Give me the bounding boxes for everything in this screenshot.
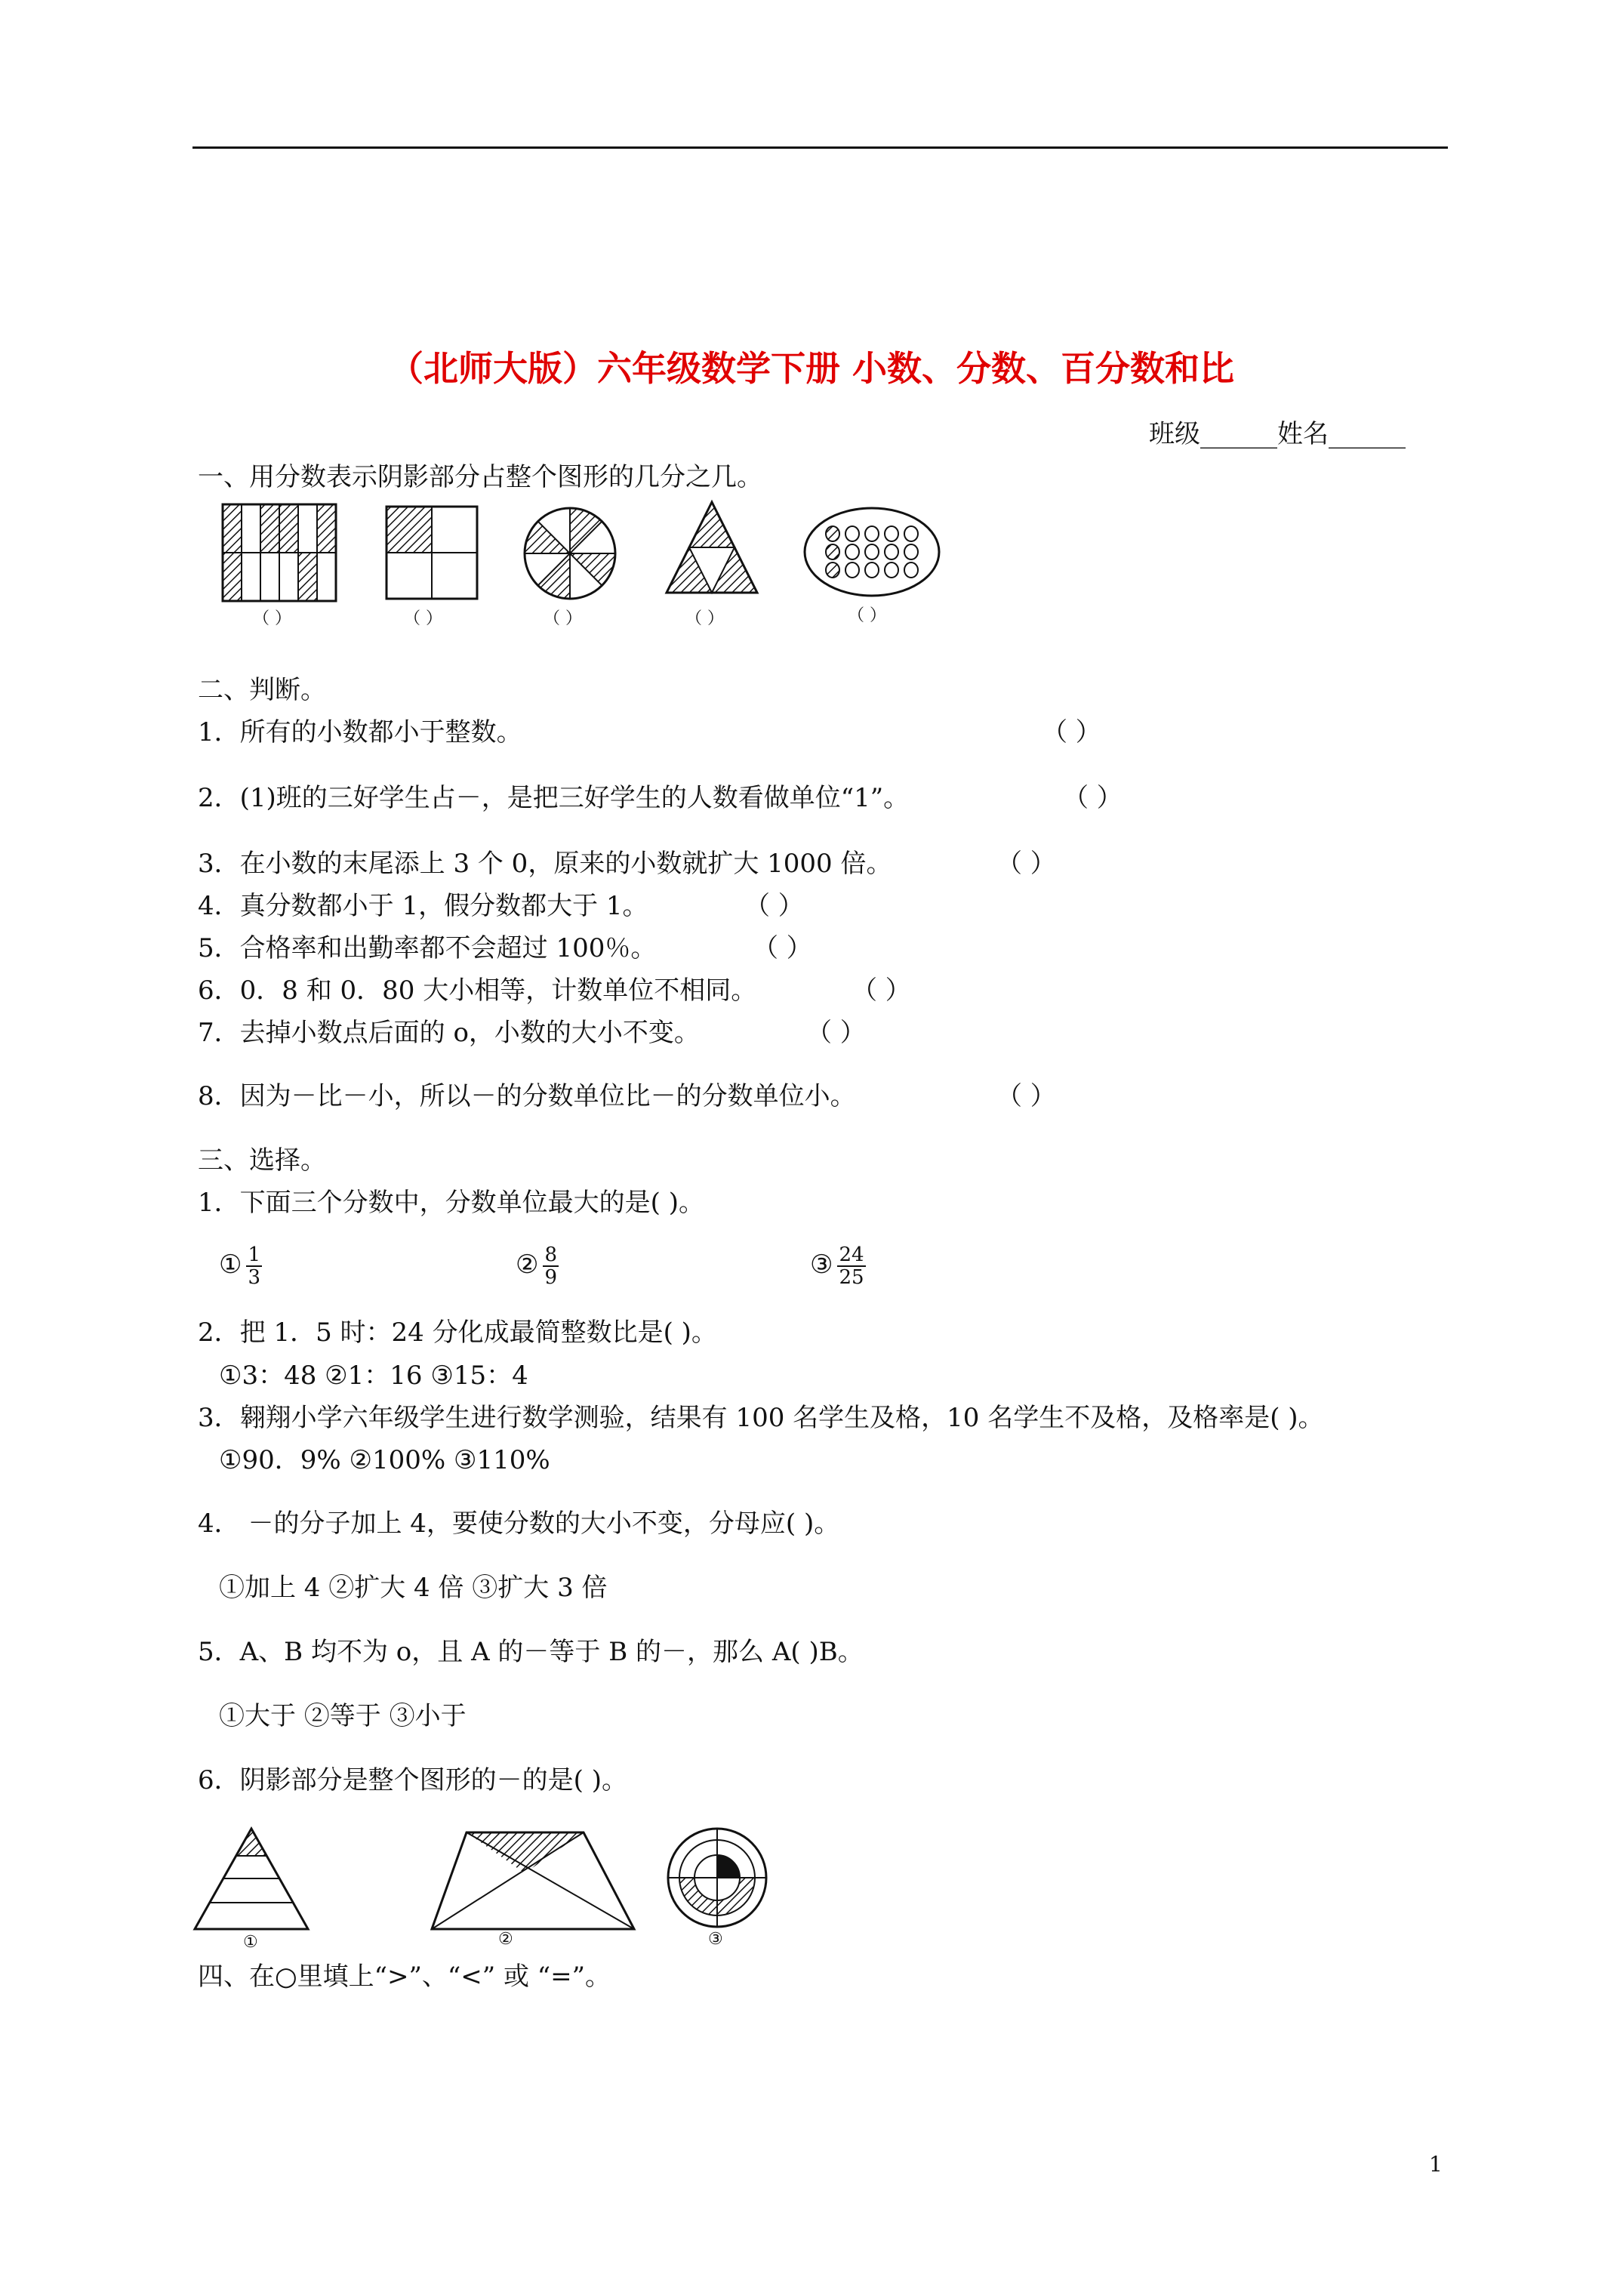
choice-q1: 1．下面三个分数中，分数单位最大的是( )。	[198, 1188, 704, 1218]
q6-label-2[interactable]: ②	[498, 1930, 513, 1949]
choice-q3: 3．翱翔小学六年级学生进行数学测验，结果有 100 名学生及格，10 名学生不及格，及格率是( )。	[198, 1403, 1324, 1433]
q1-option-3[interactable]: ③ $\frac{24}{25}$	[810, 1244, 864, 1289]
judge-blank-2[interactable]: （ ）	[1063, 783, 1123, 813]
q6-figure-trapezoid	[432, 1832, 634, 1929]
q6-figure-concentric-circles	[668, 1829, 766, 1927]
q6-label-3[interactable]: ③	[708, 1930, 723, 1949]
q1-option-1[interactable]: ① $\frac{1}{3}$	[219, 1244, 261, 1289]
judge-item-2: 2．(1)班的三好学生占－，是把三好学生的人数看做单位“1”。	[198, 783, 910, 813]
judge-blank-3[interactable]: （ ）	[996, 849, 1056, 879]
judge-item-6: 6．0．8 和 0．80 大小相等，计数单位不相同。	[198, 975, 757, 1006]
choice-q2: 2．把 1．5 时：24 分化成最简整数比是( )。	[198, 1318, 717, 1348]
judge-item-1: 1．所有的小数都小于整数。	[198, 717, 522, 747]
q4-options[interactable]: ①加上 4 ②扩大 4 倍 ③扩大 3 倍	[219, 1573, 608, 1603]
answer-blank-1[interactable]: （ ）	[253, 609, 291, 628]
judge-blank-6[interactable]: （ ）	[852, 975, 911, 1006]
choice-q6: 6．阴影部分是整个图形的－的是( )。	[198, 1765, 627, 1795]
answer-blank-2[interactable]: （ ）	[404, 609, 442, 628]
answer-blank-3[interactable]: （ ）	[544, 609, 582, 628]
q6-label-1[interactable]: ①	[243, 1933, 258, 1952]
section2-heading: 二、判断。	[198, 675, 326, 705]
judge-item-7: 7．去掉小数点后面的 o，小数的大小不变。	[198, 1018, 700, 1048]
judge-blank-5[interactable]: （ ）	[753, 933, 812, 963]
judge-item-8: 8．因为－比－小，所以－的分数单位比－的分数单位小。	[198, 1081, 856, 1111]
q2-options[interactable]: ①3：48 ②1：16 ③15：4	[219, 1361, 528, 1391]
judge-blank-7[interactable]: （ ）	[806, 1018, 866, 1048]
judge-blank-4[interactable]: （ ）	[744, 891, 804, 921]
q1-option-2[interactable]: ② $\frac{8}{9}$	[516, 1244, 558, 1289]
judge-item-3: 3．在小数的末尾添上 3 个 0，原来的小数就扩大 1000 倍。	[198, 849, 892, 879]
choice-q4: 4． －的分子加上 4，要使分数的大小不变，分母应( )。	[198, 1509, 840, 1539]
q6-figure-triangle	[195, 1829, 308, 1929]
judge-item-4: 4．真分数都小于 1，假分数都大于 1。	[198, 891, 648, 921]
page-number: 1	[1429, 2152, 1443, 2177]
page-title: （北师大版）六年级数学下册 小数、分数、百分数和比	[388, 348, 1234, 389]
answer-blank-5[interactable]: （ ）	[848, 606, 886, 625]
section3-heading: 三、选择。	[198, 1145, 326, 1176]
q3-options[interactable]: ①90．9% ②100% ③110%	[219, 1445, 550, 1475]
section1-heading: 一、用分数表示阴影部分占整个图形的几分之几。	[198, 462, 762, 492]
section4-heading: 四、在○里填上“>”、“<” 或 “=”。	[198, 1962, 611, 1992]
class-name-line: 班级______姓名______	[1149, 419, 1406, 449]
q5-options[interactable]: ①大于 ②等于 ③小于	[219, 1701, 467, 1731]
answer-blank-4[interactable]: （ ）	[685, 609, 724, 628]
judge-blank-8[interactable]: （ ）	[996, 1081, 1056, 1111]
judge-blank-1[interactable]: （ ）	[1042, 717, 1101, 747]
judge-item-5: 5．合格率和出勤率都不会超过 100％。	[198, 933, 657, 963]
choice-q5: 5．A、B 均不为 o，且 A 的－等于 B 的－，那么 A( )B。	[198, 1637, 864, 1667]
